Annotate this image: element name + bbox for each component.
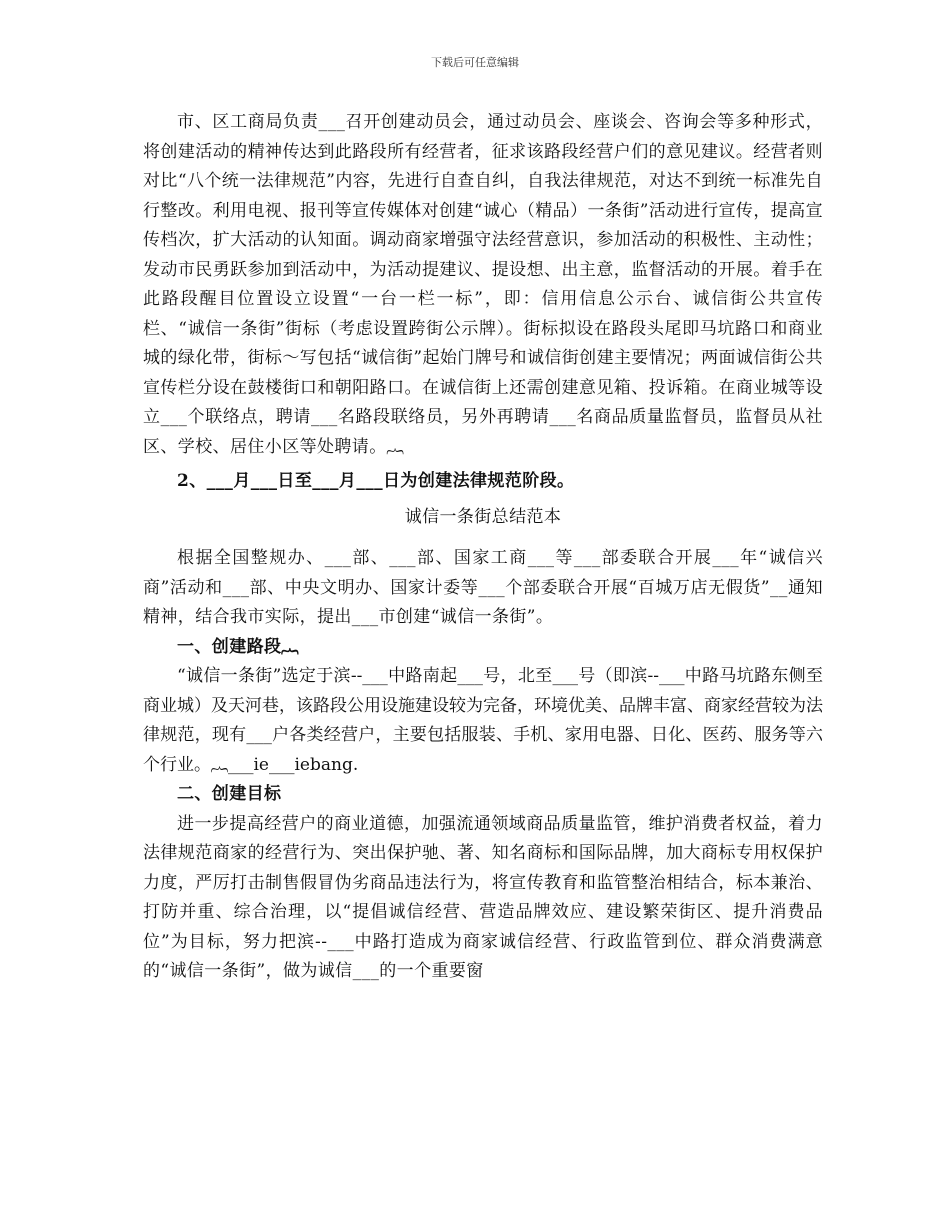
section-heading-goals: 二、创建目标 bbox=[177, 784, 282, 804]
document-title: 诚信一条街总结范本 bbox=[404, 506, 562, 527]
paragraph-goals: 进一步提高经营户的商业道德，加强流通领域商品质量监管，维护消费者权益，着力法律规范商家的经营行为、突出保护驰、著、知名商标和国际品牌，加大商标专用权保护力度，严厉打击制售假冒伪劣商品违法行为，将宣传教育和监管整治相结合，标本兼治、打防并重、综合治理，以“提倡诚信经营、营造品牌效应、建设繁荣街区、提升消费品位”为目标，努力把滨--___中路打造成为商家诚信经营、行政监管到位、群众消费满意的“诚信一条街”，做为诚信___的一个重要窗 bbox=[143, 813, 823, 981]
document-body bbox=[143, 108, 823, 987]
stage-two-line: 2、___月___日至___月___日为创建法律规范阶段。 bbox=[177, 471, 575, 491]
section-heading-road: 一、创建路段︷ bbox=[177, 636, 299, 657]
paragraph-road: “诚信一条街”选定于滨--___中路南起___号，北至___号（即滨--___中路马坑路东侧至商业城）及天河巷，该路段公用设施建设较为完备，环境优美、品牌丰富、商家经营较为法律规范，现有___户各类经营户，主要包括服装、手机、家用电器、日化、医药、服务等六个行业。︷___ie___iebang. bbox=[143, 666, 823, 775]
paragraph-background: 根据全国整规办、___部、___部、国家工商___等___部委联合开展___年“诚信兴商”活动和___部、中央文明办、国家计委等___个部委联合开展“百城万店无假货”__通知精神，结合我市实际，提出___市创建“诚信一条街”。 bbox=[143, 548, 823, 627]
page-header-note: 下载后可任意编辑 bbox=[431, 56, 519, 69]
paragraph-mobilization: 市、区工商局负责___召开创建动员会，通过动员会、座谈会、咨询会等多种形式，将创建活动的精神传达到此路段所有经营者，征求该路段经营户们的意见建议。经营者则对比“八个统一法律规范”内容，先进行自查自纠，自我法律规范，对达不到统一标准先自行整改。利用电视、报刊等宣传媒体对创建“诚心（精品）一条街”活动进行宣传，提高宣传档次，扩大活动的认知面。调动商家增强守法经营意识，参加活动的积极性、主动性；发动市民勇跃参加到活动中，为活动提建议、提设想、出主意，监督活动的开展。着手在此路段醒目位置设立设置“一台一栏一标”，即：信用信息公示台、诚信街公共宣传栏、“诚信一条街”街标（考虑设置跨街公示牌）。街标拟设在路段头尾即马坑路口和商业城的绿化带，街标～写包括“诚信街”起始门牌号和诚信街创建主要情况；两面诚信街公共宣传栏分设在鼓楼街口和朝阳路口。在诚信街上还需创建意见箱、投诉箱。在商业城等设立___个联络点，聘请___名路段联络员，另外再聘请___名商品质量监督员，监督员从社区、学校、居住小区等处聘请。︷ bbox=[143, 112, 823, 457]
